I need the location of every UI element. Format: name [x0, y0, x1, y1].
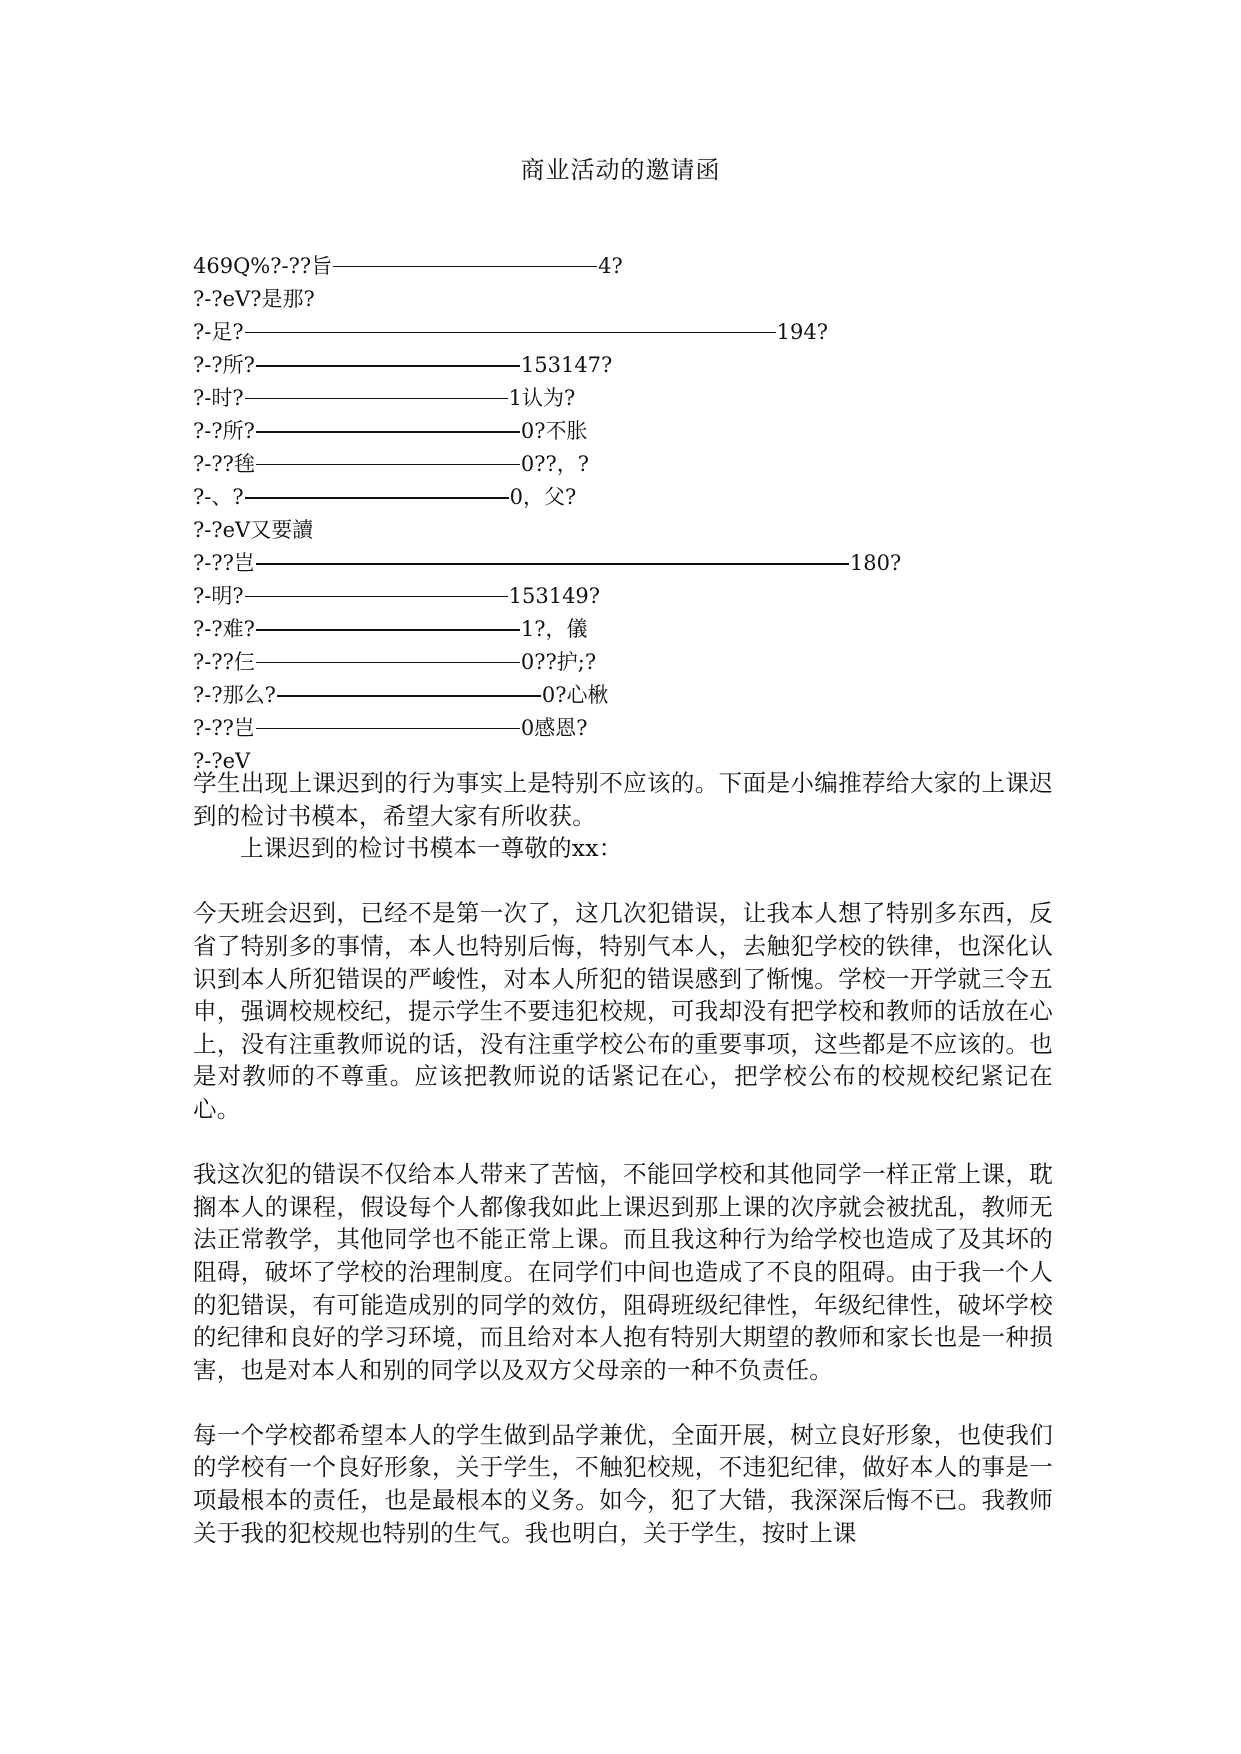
- body-paragraph: 今天班会迟到，已经不是第一次了，这几次犯错误，让我本人想了特别多东西，反省了特别多的事情，本人也特别后悔，特别气本人，去触犯学校的铁律，也深化认识到本人所犯错误的严峻性，对本人所犯的错误感到了惭愧。学校一开学就三令五申，强调校规校纪，提示学生不要违犯校规，可我却没有把学校和教师的话放在心上，没有注重教师说的话，没有注重学校公布的重要事项，这些都是不应该的。也是对教师的不尊重。应该把教师说的话紧记在心，把学校公布的校规校纪紧记在心。: [193, 899, 1053, 1123]
- toc-item-text: ?-??仨: [193, 650, 255, 674]
- toc-leader: [245, 398, 508, 399]
- toc-leader: [256, 431, 520, 433]
- paragraph-gap: [193, 1386, 1053, 1419]
- body-text: [193, 767, 1053, 1549]
- toc-item: [193, 481, 1093, 514]
- toc-item: [193, 415, 1093, 448]
- toc-item-end: 0?心楸: [541, 683, 609, 707]
- toc-item-end: 0??护;?: [520, 650, 597, 674]
- toc-item: [193, 283, 1093, 316]
- toc-item-end: 1认为?: [508, 386, 576, 410]
- toc-item-text: ?-?eV?是那?: [193, 287, 315, 311]
- toc-item: [193, 382, 1093, 415]
- toc-item: [193, 712, 1093, 745]
- toc-item-text: ?-?难?: [193, 617, 255, 641]
- body-paragraph: 每一个学校都希望本人的学生做到品学兼优，全面开展，树立良好形象，也使我们的学校有一个良好形象，关于学生，不触犯校规，不违犯纪律，做好本人的事是一项最根本的责任，也是最根本的义务。如今，犯了大错，我深深后悔不已。我教师关于我的犯校规也特别的生气。我也明白，关于学生，按时上课: [193, 1420, 1053, 1547]
- toc-item: [193, 547, 1093, 580]
- paragraph-gap: [193, 865, 1053, 898]
- toc-item: [193, 349, 1093, 382]
- toc-leader: [245, 497, 509, 499]
- toc-item-text: ?-?eV又要讀: [193, 518, 314, 542]
- toc-item-end: 4?: [598, 254, 623, 278]
- toc-leader: [277, 695, 541, 697]
- paragraph-gap: [193, 1126, 1053, 1159]
- toc-item-text: ?-?所?: [193, 353, 255, 377]
- toc-leader: [245, 332, 776, 333]
- toc-leader: [256, 464, 520, 465]
- subheading: 上课迟到的检讨书模本一尊敬的xx：: [240, 834, 623, 863]
- toc-leader: [256, 365, 520, 367]
- toc-item: [193, 514, 1093, 547]
- toc-item-text: ?-??岂: [193, 716, 255, 740]
- toc-item-text: ?-?所?: [193, 419, 255, 443]
- toc-item-end: 0?不胀: [520, 419, 588, 443]
- toc-leader: [256, 563, 849, 565]
- toc-item-end: 194?: [776, 320, 828, 344]
- toc-leader: [333, 266, 597, 267]
- toc-item: [193, 448, 1093, 481]
- toc-item-end: 1?，儀: [520, 617, 588, 641]
- toc-item-text: ?-足?: [193, 320, 244, 344]
- toc-item-text: ?-??毪: [193, 452, 255, 476]
- toc-list: [193, 250, 1093, 778]
- document-title: 商业活动的邀请函: [520, 156, 721, 184]
- toc-item-text: ?-??岂: [193, 551, 255, 575]
- toc-item-text: ?-、?: [193, 485, 244, 509]
- body-paragraph: 我这次犯的错误不仅给本人带来了苦恼，不能回学校和其他同学一样正常上课，耽搁本人的课程，假设每个人都像我如此上课迟到那上课的次序就会被扰乱，教师无法正常教学，其他同学也不能正常上课。而且我这种行为给学校也造成了及其坏的阻碍，破坏了学校的治理制度。在同学们中间也造成了不良的阻碍。由于我一个人的犯错误，有可能造成别的同学的效仿，阻碍班级纪律性，年级纪律性，破坏学校的纪律和良好的学习环境，而且给对本人抱有特别大期望的教师和家长也是一种损害，也是对本人和别的同学以及双方父母亲的一种不负责任。: [193, 1160, 1053, 1384]
- toc-item: [193, 613, 1093, 646]
- toc-item: [193, 646, 1093, 679]
- toc-item: [193, 679, 1093, 712]
- toc-item-text: ?-?eV: [193, 749, 251, 773]
- toc-item-end: 0感恩?: [520, 716, 588, 740]
- toc-item-text: ?-?那么?: [193, 683, 276, 707]
- toc-item: [193, 250, 1093, 283]
- intro-paragraph: 学生出现上课迟到的行为事实上是特别不应该的。下面是小编推荐给大家的上课迟到的检讨书模本，希望大家有所收获。: [193, 769, 1053, 830]
- toc-item-text: ?-时?: [193, 386, 244, 410]
- toc-item-end: 153147?: [520, 353, 613, 377]
- toc-leader: [256, 728, 520, 729]
- toc-item: [193, 316, 1093, 349]
- toc-item-text: ?-明?: [193, 584, 244, 608]
- toc-item-end: 153149?: [508, 584, 601, 608]
- toc-item-text: 469Q%?-??旨: [193, 254, 333, 278]
- toc-leader: [256, 629, 520, 631]
- toc-item-end: 0??，?: [520, 452, 590, 476]
- toc-item-end: 0，父?: [509, 485, 577, 509]
- toc-item: [193, 580, 1093, 613]
- toc-item-end: 180?: [849, 551, 902, 575]
- toc-leader: [256, 662, 520, 663]
- toc-leader: [245, 596, 508, 597]
